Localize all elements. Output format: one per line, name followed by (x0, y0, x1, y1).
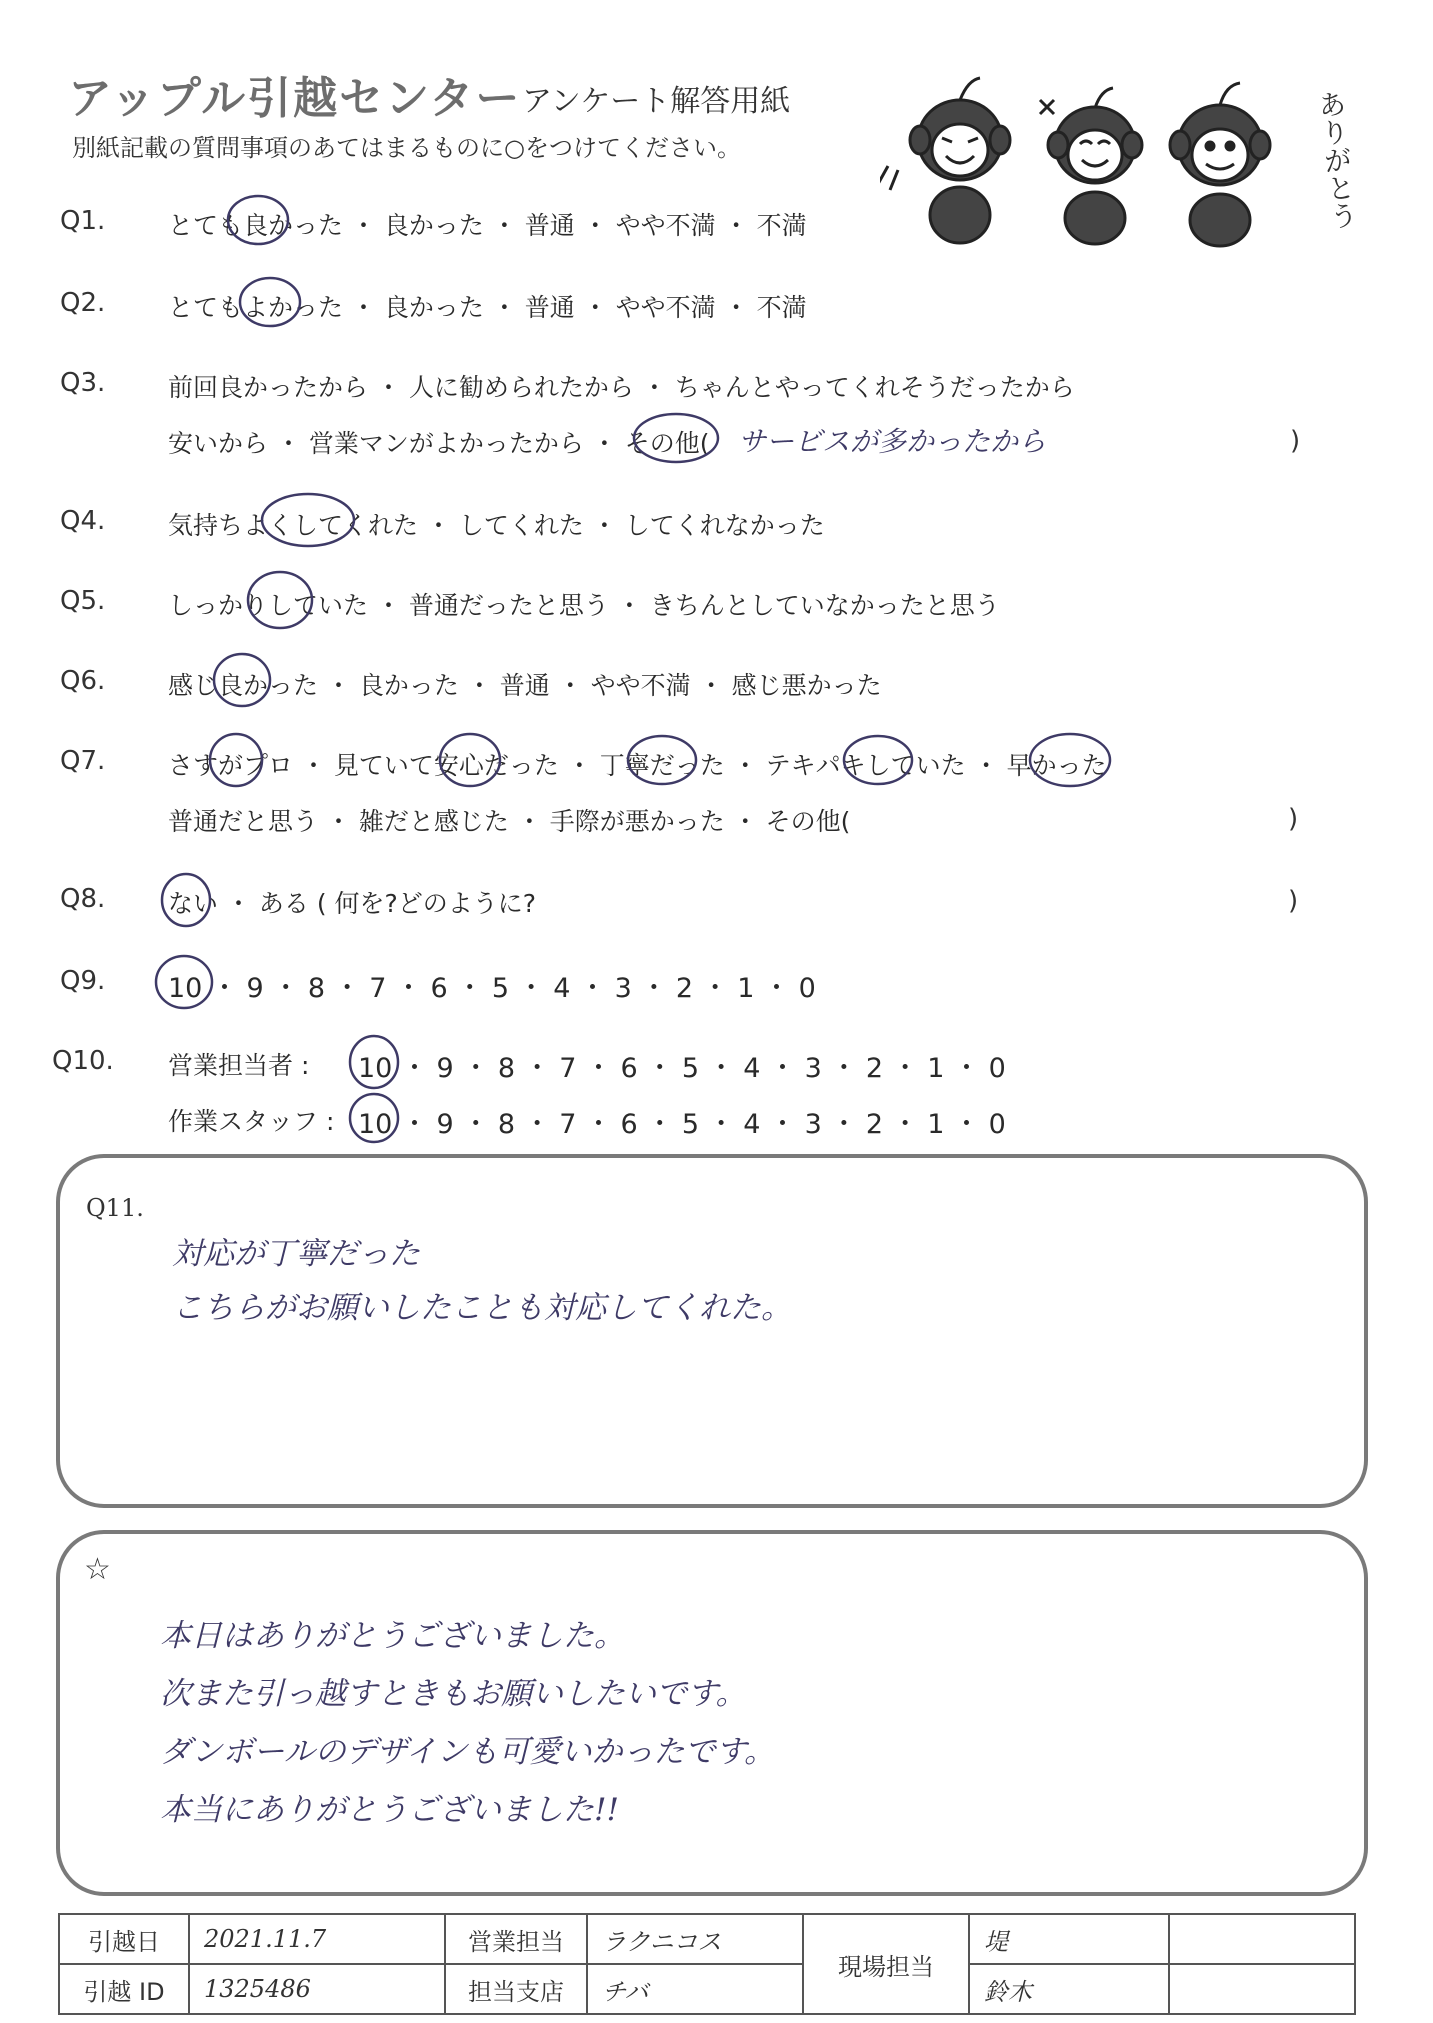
instructions: 別紙記載の質問事項のあてはまるものに○をつけてください。 (72, 134, 741, 162)
q6-options[interactable]: 感じ良かった ・ 良かった ・ 普通 ・ やや不満 ・ 感じ悪かった (168, 671, 882, 700)
q3-label: Q3. (60, 368, 106, 398)
q11-answer-line2: こちらがお願いしたことも対応してくれた。 (172, 1290, 792, 1326)
q2-label: Q2. (60, 288, 106, 318)
q6-label: Q6. (60, 666, 106, 696)
q9-scale[interactable]: 10 ・ 9 ・ 8 ・ 7 ・ 6 ・ 5 ・ 4 ・ 3 ・ 2 ・ 1 ・ 0 (168, 973, 816, 1004)
q11-comment-box (56, 1154, 1368, 1508)
q3-other-answer: サービスが多かったから (738, 425, 1047, 458)
move-id-value: 1325486 (189, 1964, 445, 2014)
q8-label: Q8. (60, 884, 106, 914)
q8-options[interactable]: ない ・ ある ( 何を?どのように? (168, 889, 537, 918)
branch-label: 担当支店 (445, 1964, 587, 2014)
comment-line4: 本当にありがとうございました!! (160, 1792, 619, 1828)
free-comment-box (56, 1530, 1368, 1896)
site-manager-label: 現場担当 (803, 1914, 969, 2014)
q10-sales-label: 営業担当者 : (168, 1051, 310, 1080)
monkey-mascots-illustration (880, 70, 1350, 250)
q1-label: Q1. (60, 206, 106, 236)
site-manager-value-1: 堤 (969, 1914, 1169, 1964)
sales-rep-value: ラクニコス (587, 1914, 803, 1964)
comment-line2: 次また引っ越すときもお願いしたいです。 (160, 1676, 747, 1712)
q1-options[interactable]: とても良かった ・ 良かった ・ 普通 ・ やや不満 ・ 不満 (168, 211, 807, 240)
q7-close-paren: ) (1288, 804, 1299, 834)
q8-close-paren: ) (1288, 886, 1299, 916)
q3-options-line1[interactable]: 前回良かったから ・ 人に勧められたから ・ ちゃんとやってくれそうだったから (168, 373, 1075, 402)
q3-close-paren: ) (1290, 426, 1301, 456)
company-name: アップル引越センター (68, 73, 522, 124)
branch-value: チバ (587, 1964, 803, 2014)
footer-info-table (58, 1913, 1356, 2015)
move-date-label: 引越日 (59, 1914, 189, 1964)
q10-staff-label: 作業スタッフ : (168, 1107, 335, 1136)
q9-label: Q9. (60, 966, 106, 996)
q7-label: Q7. (60, 746, 106, 776)
q3-options-line2[interactable]: 安いから ・ 営業マンがよかったから ・ その他( (168, 429, 710, 458)
q7-options-line2[interactable]: 普通だと思う ・ 雑だと感じた ・ 手際が悪かった ・ その他( (168, 807, 851, 836)
site-manager-empty-1 (1169, 1914, 1355, 1964)
q11-label: Q11. (86, 1194, 144, 1222)
q2-options[interactable]: とてもよかった ・ 良かった ・ 普通 ・ やや不満 ・ 不満 (168, 293, 807, 322)
monkey-left-icon (880, 78, 1010, 243)
monkey-right-icon (1170, 83, 1270, 246)
q11-answer-line1: 対応が丁寧だった (172, 1236, 420, 1272)
comment-line1: 本日はありがとうございました。 (160, 1618, 625, 1654)
q10-staff-scale[interactable]: 10 ・ 9 ・ 8 ・ 7 ・ 6 ・ 5 ・ 4 ・ 3 ・ 2 ・ 1 ・ 0 (358, 1109, 1006, 1140)
move-id-label: 引越 ID (59, 1964, 189, 2014)
monkey-middle-icon (1040, 88, 1142, 244)
site-manager-empty-2 (1169, 1964, 1355, 2014)
comment-line3: ダンボールのデザインも可愛いかったです。 (160, 1734, 776, 1770)
form-title: アンケート解答用紙 (522, 84, 791, 119)
q5-label: Q5. (60, 586, 106, 616)
q7-options-line1[interactable]: さすがプロ ・ 見ていて安心だった ・ 丁寧だった ・ テキパキしていた ・ 早かった (168, 751, 1107, 780)
thanks-vertical-text: ありがとう (1312, 88, 1361, 232)
q10-sales-scale[interactable]: 10 ・ 9 ・ 8 ・ 7 ・ 6 ・ 5 ・ 4 ・ 3 ・ 2 ・ 1 ・ 0 (358, 1053, 1006, 1084)
sales-rep-label: 営業担当 (445, 1914, 587, 1964)
q10-label: Q10. (52, 1046, 114, 1076)
q4-options[interactable]: 気持ちよくしてくれた ・ してくれた ・ してくれなかった (168, 511, 825, 540)
q4-label: Q4. (60, 506, 106, 536)
star-icon: ☆ (84, 1552, 111, 1587)
site-manager-value-2: 鈴木 (969, 1964, 1169, 2014)
q5-options[interactable]: しっかりしていた ・ 普通だったと思う ・ きちんとしていなかったと思う (168, 591, 1000, 620)
move-date-value: 2021.11.7 (189, 1914, 445, 1964)
